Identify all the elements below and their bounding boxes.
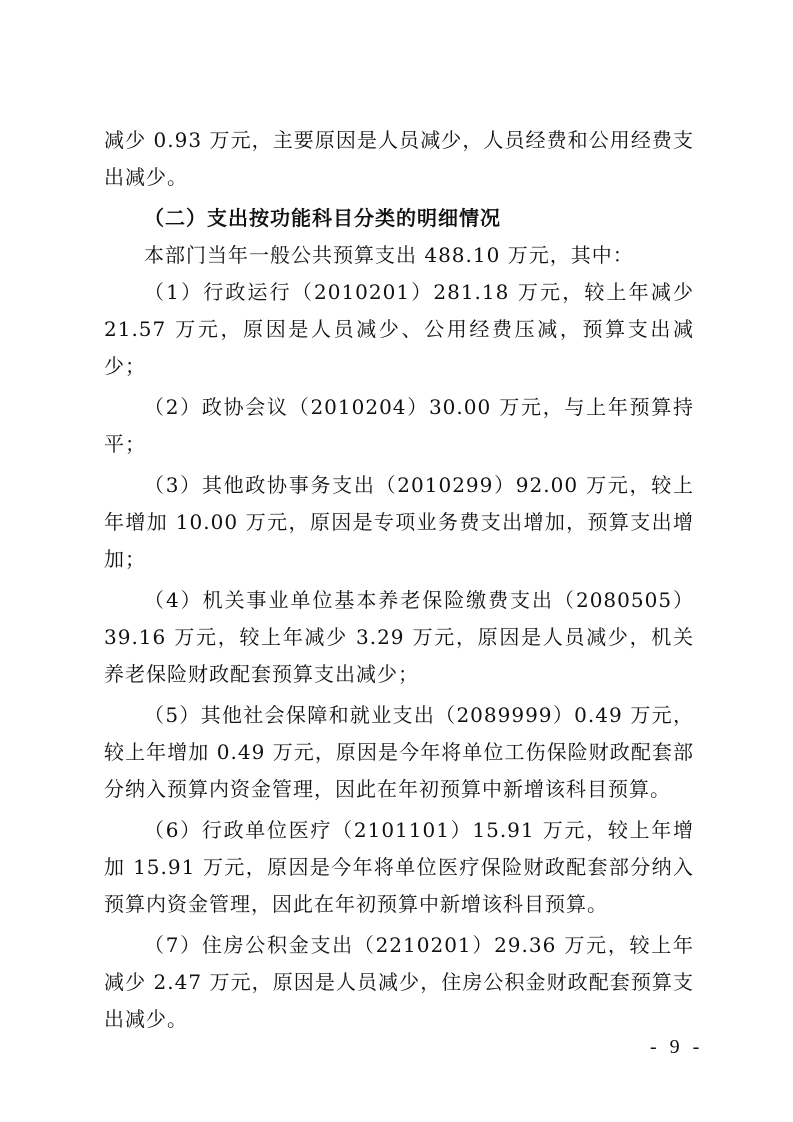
paragraph-item-6: （6）行政单位医疗（2101101）15.91 万元，较上年增加 15.91 万元，原因是今年将单位医疗保险财政配套部分纳入预算内资金管理，因此在年初预算中新增该科目预算。 [104,818,694,916]
paragraph-continuation: 减少 0.93 万元，主要原因是人员减少，人员经费和公用经费支出减少。 [104,128,694,189]
paragraph-item-2: （2）政协会议（2010204）30.00 万元，与上年预算持平； [104,395,694,456]
paragraph-item-5: （5）其他社会保障和就业支出（2089999）0.49 万元，较上年增加 0.49 万元，原因是今年将单位工伤保险财政配套部分纳入预算内资金管理，因此在年初预算中新增该科目预算。 [104,703,694,801]
paragraph-item-7: （7）住房公积金支出（2210201）29.36 万元，较上年减少 2.47 万元，原因是人员减少，住房公积金财政配套预算支出减少。 [104,933,694,1031]
section-heading: （二）支出按功能科目分类的明细情况 [144,206,501,230]
paragraph-item-3: （3）其他政协事务支出（2010299）92.00 万元，较上年增加 10.00 万元，原因是专项业务费支出增加，预算支出增加； [104,473,694,571]
paragraph-item-4: （4）机关事业单位基本养老保险缴费支出（2080505）39.16 万元，较上年减少 3.29 万元，原因是人员减少，机关养老保险财政配套预算支出减少； [104,588,694,686]
paragraph-item-1: （1）行政运行（2010201）281.18 万元，较上年减少 21.57 万元，原因是人员减少、公用经费压减，预算支出减少； [104,280,694,378]
document-body [104,122,694,1038]
paragraph-summary: 本部门当年一般公共预算支出 488.10 万元，其中： [144,243,634,267]
page-number: - 9 - [650,1036,704,1058]
